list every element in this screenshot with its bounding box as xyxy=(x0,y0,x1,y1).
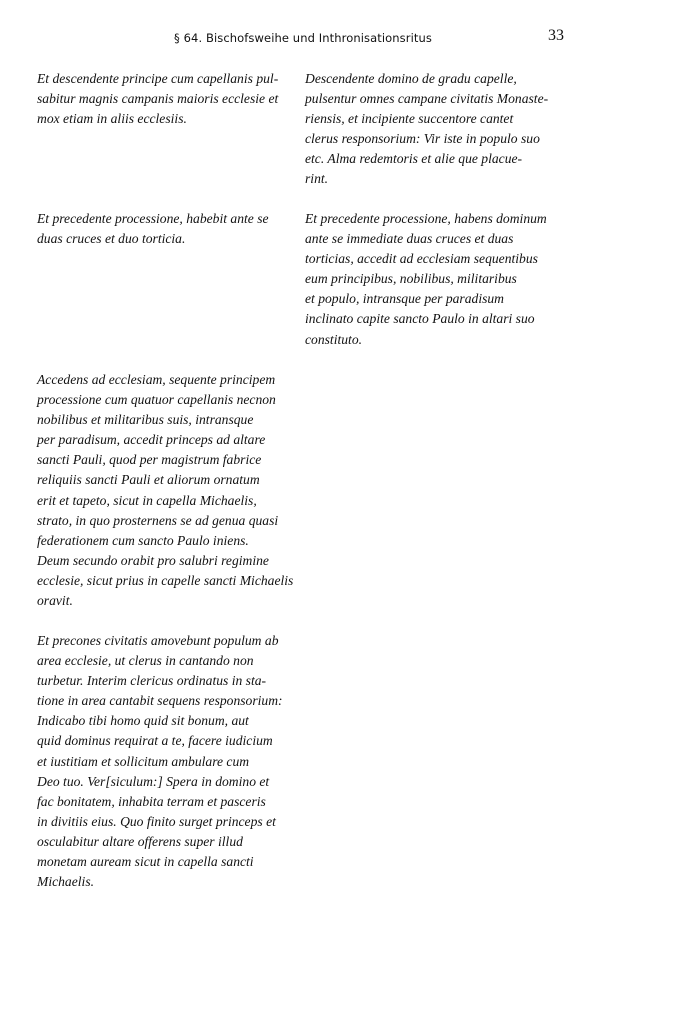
text-line: processione cum quatuor capellanis necnon xyxy=(37,392,276,408)
text-line: oravit. xyxy=(37,593,73,609)
text-line: Deo tuo. Ver[siculum:] Spera in domino et xyxy=(37,773,270,789)
text-line: sancti Pauli, quod per magistrum fabrice xyxy=(37,452,262,468)
left-paragraph-4 xyxy=(37,631,283,892)
left-paragraph-2 xyxy=(37,209,269,249)
text-line: constituto. xyxy=(305,331,363,347)
text-line: turbetur. Interim clericus ordinatus in sta- xyxy=(37,673,267,689)
text-line: sabitur magnis campanis maioris ecclesie et xyxy=(37,91,279,107)
text-line: federationem cum sancto Paulo iniens. xyxy=(37,532,249,548)
text-line: area ecclesie, ut clerus in cantando non xyxy=(37,653,254,669)
text-line: mox etiam in aliis ecclesiis. xyxy=(37,111,187,127)
text-line: in divitiis eius. Quo finito surget princeps et xyxy=(37,813,276,829)
text-line: et iustitiam et sollicitum ambulare cum xyxy=(37,753,250,769)
text-line: et populo, intransque per paradisum xyxy=(305,291,504,307)
text-line: duas cruces et duo torticia. xyxy=(37,231,186,247)
text-line: Indicabo tibi homo quid sit bonum, aut xyxy=(37,713,249,729)
text-line: Et precedente processione, habens dominum xyxy=(305,211,547,226)
text-line: eum principibus, nobilibus, militaribus xyxy=(305,271,517,287)
running-title: § 64. Bischofsweihe und Inthronisationsritus xyxy=(174,31,432,45)
text-line: erit et tapeto, sicut in capella Michaelis, xyxy=(37,492,257,508)
text-line: etc. Alma redemtoris et alie que placue- xyxy=(305,151,523,167)
text-line: osculabitur altare offerens super illud xyxy=(37,833,243,849)
text-line: Et precones civitatis amovebunt populum ab xyxy=(37,633,279,648)
text-line: Accedens ad ecclesiam, sequente principem xyxy=(37,372,276,387)
text-line: per paradisum, accedit princeps ad altare xyxy=(37,432,266,448)
right-paragraph-1 xyxy=(305,69,548,190)
page-number: 33 xyxy=(548,27,564,44)
text-line: fac bonitatem, inhabita terram et pasceris xyxy=(37,793,266,809)
text-line: clerus responsorium: Vir iste in populo suo xyxy=(305,131,540,147)
text-line: nobilibus et militaribus suis, intransque xyxy=(37,412,254,428)
text-line: riensis, et incipiente succentore cantet xyxy=(305,111,514,127)
text-line: monetam auream sicut in capella sancti xyxy=(37,854,254,870)
text-line: strato, in quo prosternens se ad genua quasi xyxy=(37,512,279,528)
text-line: ante se immediate duas cruces et duas xyxy=(305,231,514,247)
text-line: inclinato capite sancto Paulo in altari suo xyxy=(305,311,535,327)
text-line: Descendente domino de gradu capelle, xyxy=(305,71,517,86)
text-line: Et descendente principe cum capellanis pul- xyxy=(37,71,279,86)
text-line: reliquiis sancti Pauli et aliorum ornatum xyxy=(37,472,260,488)
text-line: quid dominus requirat a te, facere iudicium xyxy=(37,733,273,749)
right-paragraph-2 xyxy=(305,209,547,350)
text-line: Deum secundo orabit pro salubri regimine xyxy=(37,552,269,568)
text-line: rint. xyxy=(305,171,329,187)
text-line: Et precedente processione, habebit ante se xyxy=(37,211,269,226)
text-line: ecclesie, sicut prius in capelle sancti Michaelis xyxy=(37,572,294,588)
text-line: pulsentur omnes campane civitatis Monaste- xyxy=(305,91,549,107)
left-paragraph-1 xyxy=(37,69,278,129)
left-paragraph-3 xyxy=(37,370,293,611)
text-line: torticias, accedit ad ecclesiam sequentibus xyxy=(305,251,538,267)
text-line: tione in area cantabit sequens responsorium: xyxy=(37,693,283,709)
text-line: Michaelis. xyxy=(37,874,95,890)
